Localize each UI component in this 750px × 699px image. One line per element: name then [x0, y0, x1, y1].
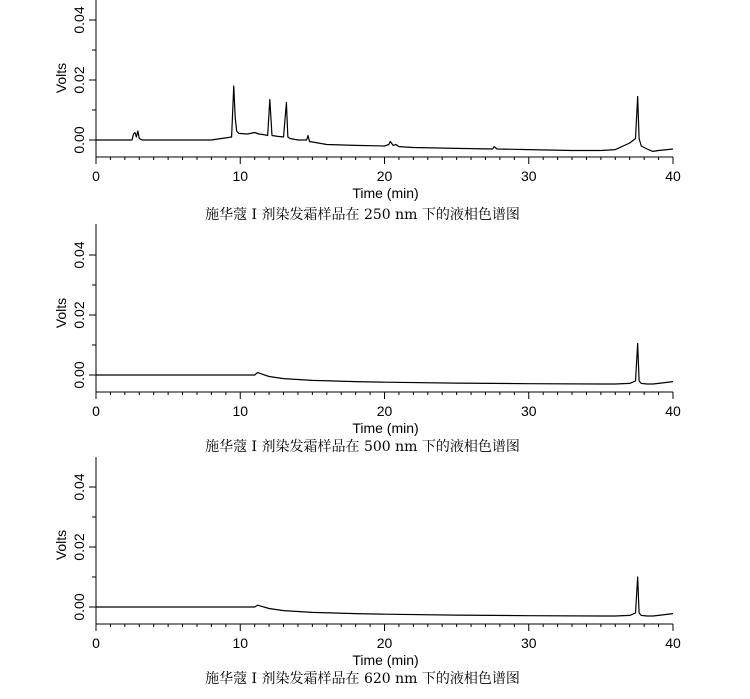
chromatogram-trace	[96, 577, 673, 616]
x-tick-label: 30	[520, 635, 537, 651]
y-tick-label: 0.02	[71, 66, 87, 94]
x-tick-label: 10	[232, 403, 249, 419]
x-tick-label: 40	[665, 635, 681, 651]
y-tick-label: 0.04	[71, 6, 87, 34]
x-tick-label: 10	[232, 168, 249, 184]
y-tick-label: 0.02	[71, 301, 87, 329]
y-axis-label: Volts	[53, 297, 69, 329]
y-tick-label: 0.04	[71, 241, 87, 269]
x-tick-label: 20	[376, 635, 393, 651]
y-tick-label: 0.00	[71, 126, 87, 154]
chart-panel-3	[53, 457, 681, 687]
y-tick-label: 0.00	[71, 361, 87, 389]
chart-caption: 施华蔻 I 剂染发霜样品在 500 nm 下的液相色谱图	[205, 439, 520, 455]
x-tick-label: 30	[520, 403, 537, 419]
x-tick-label: 40	[665, 168, 681, 184]
chart-caption: 施华蔻 I 剂染发霜样品在 620 nm 下的液相色谱图	[205, 671, 520, 687]
x-tick-label: 20	[376, 403, 393, 419]
y-tick-label: 0.00	[71, 593, 87, 621]
x-tick-label: 20	[376, 168, 393, 184]
y-tick-label: 0.02	[71, 533, 87, 561]
chromatogram-trace	[96, 344, 673, 385]
x-tick-label: 0	[92, 168, 100, 184]
x-tick-label: 30	[520, 168, 537, 184]
chart-caption: 施华蔻 I 剂染发霜样品在 250 nm 下的液相色谱图	[205, 207, 520, 223]
y-axis-label: Volts	[53, 529, 69, 561]
x-tick-label: 0	[92, 635, 100, 651]
chart-panel-1	[53, 0, 681, 223]
x-tick-label: 40	[665, 403, 681, 419]
chart-panel-2	[53, 224, 681, 455]
x-tick-label: 0	[92, 403, 100, 419]
x-axis-label: Time (min)	[352, 652, 419, 668]
x-tick-label: 10	[232, 635, 249, 651]
y-tick-label: 0.04	[71, 473, 87, 501]
y-axis-label: Volts	[53, 62, 69, 94]
chromatogram-trace	[96, 86, 673, 151]
x-axis-label: Time (min)	[352, 185, 419, 201]
x-axis-label: Time (min)	[352, 420, 419, 436]
